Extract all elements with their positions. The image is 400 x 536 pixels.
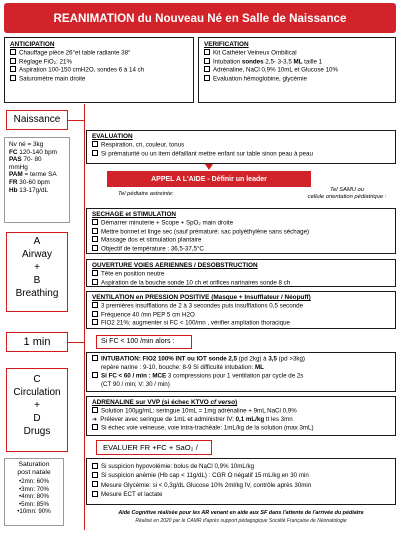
sechage-box [86,208,396,254]
footer-note: Aide Cognitive réalisée pour les AR venant en aide aux SF dans l'attente de l'arrivée du pédiatre [118,510,364,516]
circulation-letter-c: C [33,374,41,385]
list-item: Si FC < 60 / min : MCE 3 compressions pour 1 ventilation par cycle de 2s [92,372,390,381]
list-item: ➔ Prélever avec seringue de 1mL et administrer IV: 0,1 mL/kg tt les 3mn [92,415,293,423]
list-item: Kit Cathéter Veineux Ombilical [204,49,390,58]
ouverture-header: OUVERTURE VOIES AERIENNES / DESOBSTRUCTION [92,262,258,269]
checkbox-icon [92,302,98,308]
list-item: Si échec voie veineuse, voie intra-trachéale: 1mL/kg de la solution (max 3mL) [92,424,390,433]
saturation-value: •5mn: 85% [18,500,50,508]
checkbox-icon [204,49,210,55]
arrow-down-icon [205,164,213,170]
evaluation-header: EVALUATION [92,133,133,140]
norm-pas-unit: mmHg [9,163,28,171]
list-item: Massage dos et stimulation plantaire [92,236,390,245]
list-item: Aspiration de la bouche sonde 10 ch et orifices narinaires sonde 8 ch [92,279,390,288]
intubation-box [86,352,396,392]
normes-box [4,137,70,223]
checkbox-icon [92,472,98,478]
list-item: Adrénaline, NaCl 0,9% 10mL et Glucose 10% [204,66,390,75]
norm-hb: Hb 13-17g/dL [9,186,49,194]
hypovolemie-box [86,458,396,505]
footer-credit: Réalisé en 2020 par le CAMR d'après support pédagogique Société Française de Néonatologie [135,518,347,524]
checkbox-icon [92,279,98,285]
ventilation-box [86,291,396,329]
list-item: FIO2 21%: augmenter si FC < 100/mn , vérifier ampliation thoracique [92,319,390,328]
norm-fc: FC 120-140 bpm [9,148,57,156]
checkbox-icon [92,270,98,276]
checkbox-icon [10,49,16,55]
saturation-value: •10mn: 90% [17,508,51,516]
checkbox-icon [92,141,98,147]
list-item: Mesure ECT et lactate [92,490,390,499]
checkbox-icon [92,150,98,156]
list-item: Aspiration 100-150 cmH2O, sondes 6 à 14 ch [10,66,188,75]
checkbox-icon [204,58,210,64]
tel-pediatre-label: Tel pédiatre astreinte: [118,191,174,197]
list-item: Fréquence 40 /mn PEP 5 cm H2O [92,311,390,320]
checkbox-icon [92,228,98,234]
airway-word: Airway [21,249,52,260]
breathing-word: Breathing [15,288,59,299]
checkbox-icon [10,58,16,64]
plus-sign: + [34,400,40,411]
list-item-detail: (CT 90 / min; V: 30 / min) [101,380,170,388]
list-item: Saturomètre main droite [10,75,188,84]
circulation-word: Circulation [13,387,61,398]
circulation-drugs-box [6,368,68,452]
ouverture-box [86,259,396,287]
checkbox-icon [92,355,98,361]
adrenaline-box [86,396,396,436]
checkbox-icon [92,219,98,225]
si-fc-100-box: Si FC < 100 /min alors : [96,335,192,349]
list-item: Réglage FiO₂: 21% [10,58,188,67]
page-title: REANIMATION du Nouveau Né en Salle de Naissance [4,3,396,33]
tel-samu-label: Tel SAMU ou cellule orientation pédiatrique : [307,187,387,200]
checkbox-icon [92,319,98,325]
airway-letter-a: A [33,236,41,247]
checkbox-icon [92,372,98,378]
list-item: Si suspicion hypovolémie: bolus de NaCl 0,9% 10mL/kg [92,462,390,471]
saturation-subtitle: post natale [17,469,51,476]
list-item: Objectif de température : 36,5-37,5°C [92,245,390,254]
checkbox-icon [92,407,98,413]
list-item: Respiration, cri, couleur, tonus [92,141,390,150]
list-item: Si suspicion anémie (Hb cap < 11g/dL) : CGR O négatif 15 mL/kg en 30 min [92,471,390,480]
list-item: Mettre bonnet et linge sec (sauf prématuré: sac polyéthylène sans séchage) [92,228,390,237]
checkbox-icon [92,481,98,487]
saturation-box [4,458,64,526]
checkbox-icon [10,75,16,81]
evaluer-box: EVALUER FR +FC + SaO₂ / [96,440,212,455]
norm-weight: Nv né = 3kg [9,141,44,148]
list-item: Démarrer minuterie + Scope + SpO₂ main droite [92,219,390,228]
list-item: Evaluation hémoglobine, glycémie [204,75,390,84]
verification-box [198,37,396,103]
drugs-word: Drugs [23,426,51,437]
anticipation-header: ANTICIPATION [10,41,55,48]
call-for-help-banner: APPEL A L'AIDE - Définir un leader [107,171,311,187]
checkbox-icon [92,236,98,242]
naissance-box: Naissance [6,110,68,130]
anticipation-box [4,37,194,103]
norm-pam: PAM = terme SA [9,171,57,179]
connector-line [68,342,84,343]
adrenaline-header: ADRENALINE sur VVP (si échec KTVO cf verso) [92,399,238,406]
list-item: Mesure Glycémie: si < 0,3g/dL Glucose 10% 2ml/kg IV, contrôle après 30min [92,481,390,490]
sechage-header: SECHAGE et STIMULATION [92,211,177,218]
list-item: Intubation sondes 2,5- 3-3,5 ML taille 1 [204,58,390,67]
checkbox-icon [92,311,98,317]
ventilation-header: VENTILATION en PRESSION POSITIVE (Masque + Insufflateur / Néopuff) [92,294,311,301]
airway-breathing-box [6,232,68,312]
norm-fr: FR 30-60 bpm [9,178,50,186]
checkbox-icon [92,245,98,251]
checkbox-icon [92,424,98,430]
checkbox-icon [92,491,98,497]
evaluation-box [86,130,396,164]
list-item: INTUBATION: FIO2 100% INT ou IOT sonde 2,5 (pd 2kg) à 3,5 (pd >3kg) [92,355,390,364]
list-item: 3 premières insufflations de 2 à 3 secondes puis insufflations 0,5 seconde [92,302,390,311]
checkbox-icon [204,75,210,81]
arrow-right-icon: ➔ [92,415,98,423]
verification-header: VERIFICATION [204,41,249,48]
checkbox-icon [92,463,98,469]
connector-line [68,120,84,121]
list-item: Si prématurité ou un item défaillant mettre enfant sur table sinon peau à peau [92,150,390,159]
drugs-letter-d: D [33,413,41,424]
list-item: Chauffage pièce 26°et table radiante 38° [10,49,188,58]
checkbox-icon [10,66,16,72]
breathing-letter-b: B [33,275,41,286]
list-item-detail: repère narine : 9-10, bouche: 8-9 Si difficulté intubation: ML [101,363,264,371]
checkbox-icon [204,66,210,72]
list-item: Solution 100µg/mL: seringue 10mL = 1mg adrénaline + 9mL NaCl 0,9% [92,407,390,416]
saturation-title: Saturation [18,461,50,468]
norm-pas: PAS 70- 80 [9,156,42,164]
one-min-box: 1 min [6,332,68,352]
saturation-value: •4mn: 80% [18,493,50,501]
saturation-value: •3mn: 70% [18,485,50,493]
saturation-value: •2mn: 60% [18,478,50,485]
list-item: Tête en position neutre [92,270,390,279]
plus-sign: + [34,262,40,273]
